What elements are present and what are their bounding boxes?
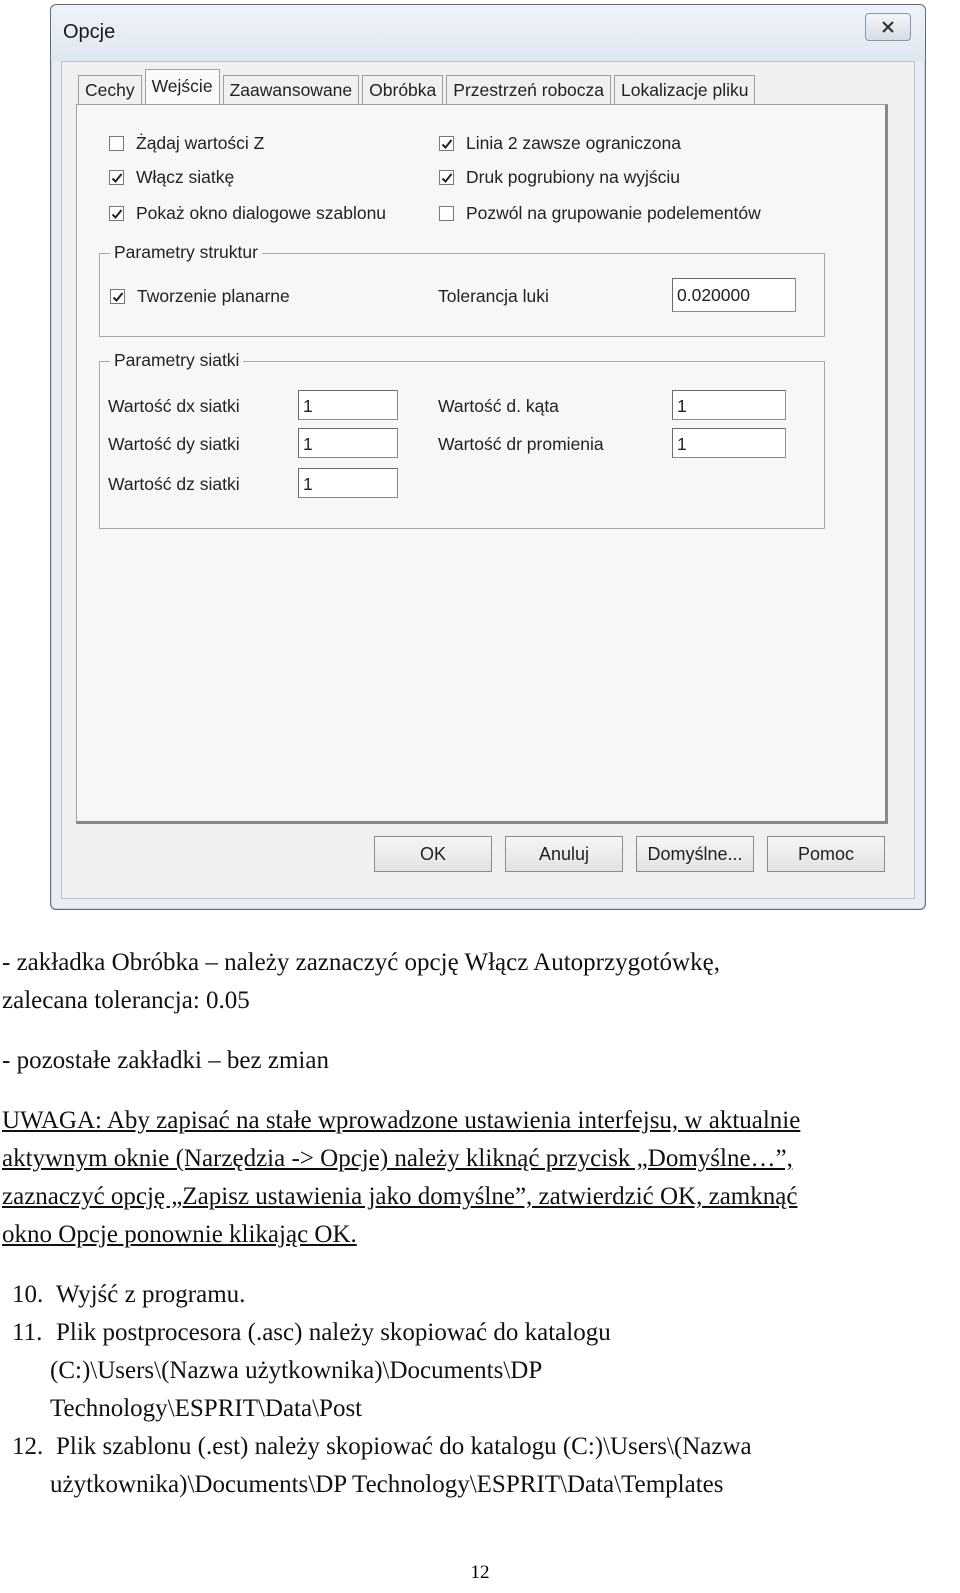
list-item-text: (C:)\Users\(Nazwa użytkownika)\Documents\DP: [50, 1357, 543, 1384]
angle-label: Wartość d. kąta: [438, 396, 559, 416]
tab-strip: [78, 70, 758, 104]
list-item-text: Plik szablonu (.est) należy skopiować do katalogu (C:)\Users\(Nazwa: [56, 1433, 752, 1460]
checkbox-box[interactable]: [109, 170, 124, 185]
grid-dy-label: Wartość dy siatki: [108, 434, 240, 454]
checkbox-box[interactable]: [439, 136, 454, 151]
tab-wejscie[interactable]: Wejście: [145, 69, 220, 104]
options-dialog: [50, 4, 926, 910]
tab-obrobka[interactable]: Obróbka: [362, 75, 443, 104]
close-icon: [880, 19, 896, 35]
check-icon: [111, 208, 123, 220]
checkbox-linia-2[interactable]: [439, 133, 681, 154]
checkbox-druk-pogrubiony[interactable]: [439, 167, 680, 188]
group-label: Parametry siatki: [110, 350, 243, 371]
checkbox-wlacz-siatke[interactable]: [109, 167, 234, 188]
cancel-button[interactable]: Anuluj: [505, 836, 623, 872]
tab-zaawansowane[interactable]: Zaawansowane: [223, 75, 360, 104]
group-label: Parametry struktur: [110, 242, 262, 263]
tab-lokalizacje-pliku[interactable]: Lokalizacje pliku: [614, 75, 755, 104]
dialog-client-area: [61, 61, 915, 899]
ok-button[interactable]: OK: [374, 836, 492, 872]
tab-panel-wejscie: [76, 104, 888, 824]
paragraph-line: - pozostałe zakładki – bez zmian: [2, 1047, 329, 1074]
checkbox-label: Tworzenie planarne: [137, 286, 290, 306]
checkbox-label: Linia 2 zawsze ograniczona: [466, 133, 681, 153]
radius-input[interactable]: 1: [672, 428, 786, 458]
list-item-number: 10.: [12, 1281, 44, 1308]
list-item-text: Wyjść z programu.: [56, 1281, 246, 1308]
paragraph-line: zalecana tolerancja: 0.05: [2, 987, 250, 1014]
check-icon: [112, 291, 124, 303]
tab-przestrzen-robocza[interactable]: Przestrzeń robocza: [446, 75, 611, 104]
radius-label: Wartość dr promienia: [438, 434, 604, 454]
tolerance-input[interactable]: 0.020000: [672, 278, 796, 312]
grid-dx-input[interactable]: 1: [298, 390, 398, 420]
checkbox-label: Pokaż okno dialogowe szablonu: [136, 203, 387, 223]
list-item-text: użytkownika)\Documents\DP Technology\ESPRIT\Data\Templates: [50, 1471, 724, 1498]
note-line: aktywnym oknie (Narzędzia -> Opcje) należy kliknąć przycisk „Domyślne…”,: [2, 1145, 793, 1172]
checkbox-label: Włącz siatkę: [136, 167, 235, 187]
help-button[interactable]: Pomoc: [767, 836, 885, 872]
checkbox-label: Druk pogrubiony na wyjściu: [466, 167, 680, 187]
group-parametry-struktur: [99, 242, 825, 337]
check-icon: [441, 138, 453, 150]
grid-dy-input[interactable]: 1: [298, 428, 398, 458]
note-line: okno Opcje ponownie klikając OK.: [2, 1221, 357, 1248]
defaults-button[interactable]: Domyślne...: [636, 836, 754, 872]
list-item-number: 11.: [12, 1319, 43, 1346]
angle-input[interactable]: 1: [672, 390, 786, 420]
checkbox-box[interactable]: [109, 206, 124, 221]
check-icon: [111, 172, 123, 184]
tolerance-label: Tolerancja luki: [438, 286, 549, 306]
list-item-number: 12.: [12, 1433, 44, 1460]
checkbox-zadaj-wartosci-z[interactable]: [109, 133, 264, 154]
checkbox-box[interactable]: [439, 170, 454, 185]
check-icon: [441, 172, 453, 184]
grid-dz-input[interactable]: 1: [298, 468, 398, 498]
checkbox-box[interactable]: [110, 289, 125, 304]
checkbox-label: Pozwól na grupowanie podelementów: [466, 203, 761, 223]
note-line: zaznaczyć opcję „Zapisz ustawienia jako domyślne”, zatwierdzić OK, zamknąć: [2, 1183, 798, 1210]
grid-dz-label: Wartość dz siatki: [108, 474, 240, 494]
dialog-title: Opcje: [63, 21, 116, 43]
checkbox-label: Żądaj wartości Z: [136, 133, 265, 153]
checkbox-pozwol-grupowanie[interactable]: [439, 203, 761, 224]
checkbox-pokaz-okno-szablonu[interactable]: [109, 203, 386, 224]
paragraph-line: - zakładka Obróbka – należy zaznaczyć opcję Włącz Autoprzygotówkę,: [2, 949, 720, 976]
checkbox-tworzenie-planarne[interactable]: [110, 286, 290, 307]
list-item-text: Technology\ESPRIT\Data\Post: [50, 1395, 363, 1422]
grid-dx-label: Wartość dx siatki: [108, 396, 240, 416]
list-item-text: Plik postprocesora (.asc) należy skopiować do katalogu: [56, 1319, 611, 1346]
note-line: UWAGA: Aby zapisać na stałe wprowadzone ustawienia interfejsu, w aktualnie: [2, 1107, 801, 1134]
title-bar[interactable]: [51, 5, 925, 61]
checkbox-box[interactable]: [439, 206, 454, 221]
tab-cechy[interactable]: Cechy: [78, 75, 142, 104]
group-parametry-siatki: [99, 350, 825, 529]
checkbox-box[interactable]: [109, 136, 124, 151]
page-number: 12: [470, 1562, 490, 1583]
close-button[interactable]: [865, 13, 911, 41]
